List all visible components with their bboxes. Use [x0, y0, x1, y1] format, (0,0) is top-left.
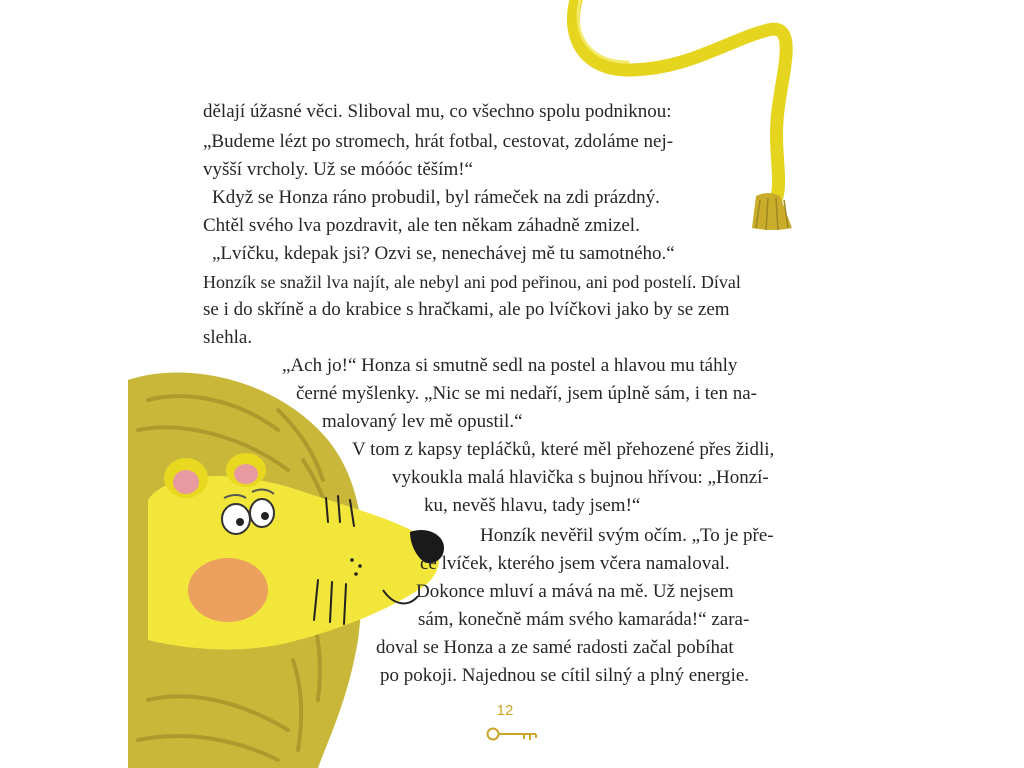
book-page — [128, 0, 896, 768]
text-line: doval se Honza a ze samé radosti začal pobíhat — [376, 637, 734, 658]
text-line: ce lvíček, kterého jsem včera namaloval. — [420, 553, 730, 574]
text-line: vyšší vrcholy. Už se móóóc těším!“ — [203, 159, 473, 180]
text-line: po pokoji. Najednou se cítil silný a plný energie. — [380, 665, 750, 686]
text-line: sám, konečně mám svého kamaráda!“ zara- — [418, 609, 750, 630]
text-line: dělají úžasné věci. Sliboval mu, co všechno spolu podniknou: — [203, 101, 672, 122]
text-line: „Budeme lézt po stromech, hrát fotbal, cestovat, zdoláme nej- — [203, 131, 674, 152]
text-line: Honzík nevěřil svým očím. „To je pře- — [480, 525, 774, 546]
page-number: 12 — [496, 702, 514, 719]
text-line: slehla. — [203, 327, 253, 348]
text-line: Dokonce mluví a mává na mě. Už nejsem — [416, 581, 734, 602]
text-line: ku, nevěš hlavu, tady jsem!“ — [424, 495, 641, 516]
text-line: se i do skříně a do krabice s hračkami, ale po lvíčkovi jako by se zem — [203, 299, 730, 320]
text-line: „Ach jo!“ Honza si smutně sedl na postel a hlavou mu táhly — [282, 355, 738, 376]
text-line: Chtěl svého lva pozdravit, ale ten někam záhadně zmizel. — [203, 215, 640, 236]
text-line: vykoukla malá hlavička s bujnou hřívou: „Honzí- — [392, 467, 769, 488]
text-line: V tom z kapsy tepláčků, které měl přehozené přes židli, — [352, 439, 775, 460]
text-line: Když se Honza ráno probudil, byl rámeček na zdi prázdný. — [212, 187, 660, 208]
text-line: Honzík se snažil lva najít, ale nebyl ani pod peřinou, ani pod postelí. Díval — [203, 272, 741, 292]
key-icon — [484, 724, 544, 744]
text-line: černé myšlenky. „Nic se mi nedaří, jsem úplně sám, i ten na- — [296, 383, 757, 404]
text-line: „Lvíčku, kdepak jsi? Ozvi se, nenechávej mě tu samotného.“ — [212, 243, 675, 264]
text-line: malovaný lev mě opustil.“ — [322, 411, 523, 432]
